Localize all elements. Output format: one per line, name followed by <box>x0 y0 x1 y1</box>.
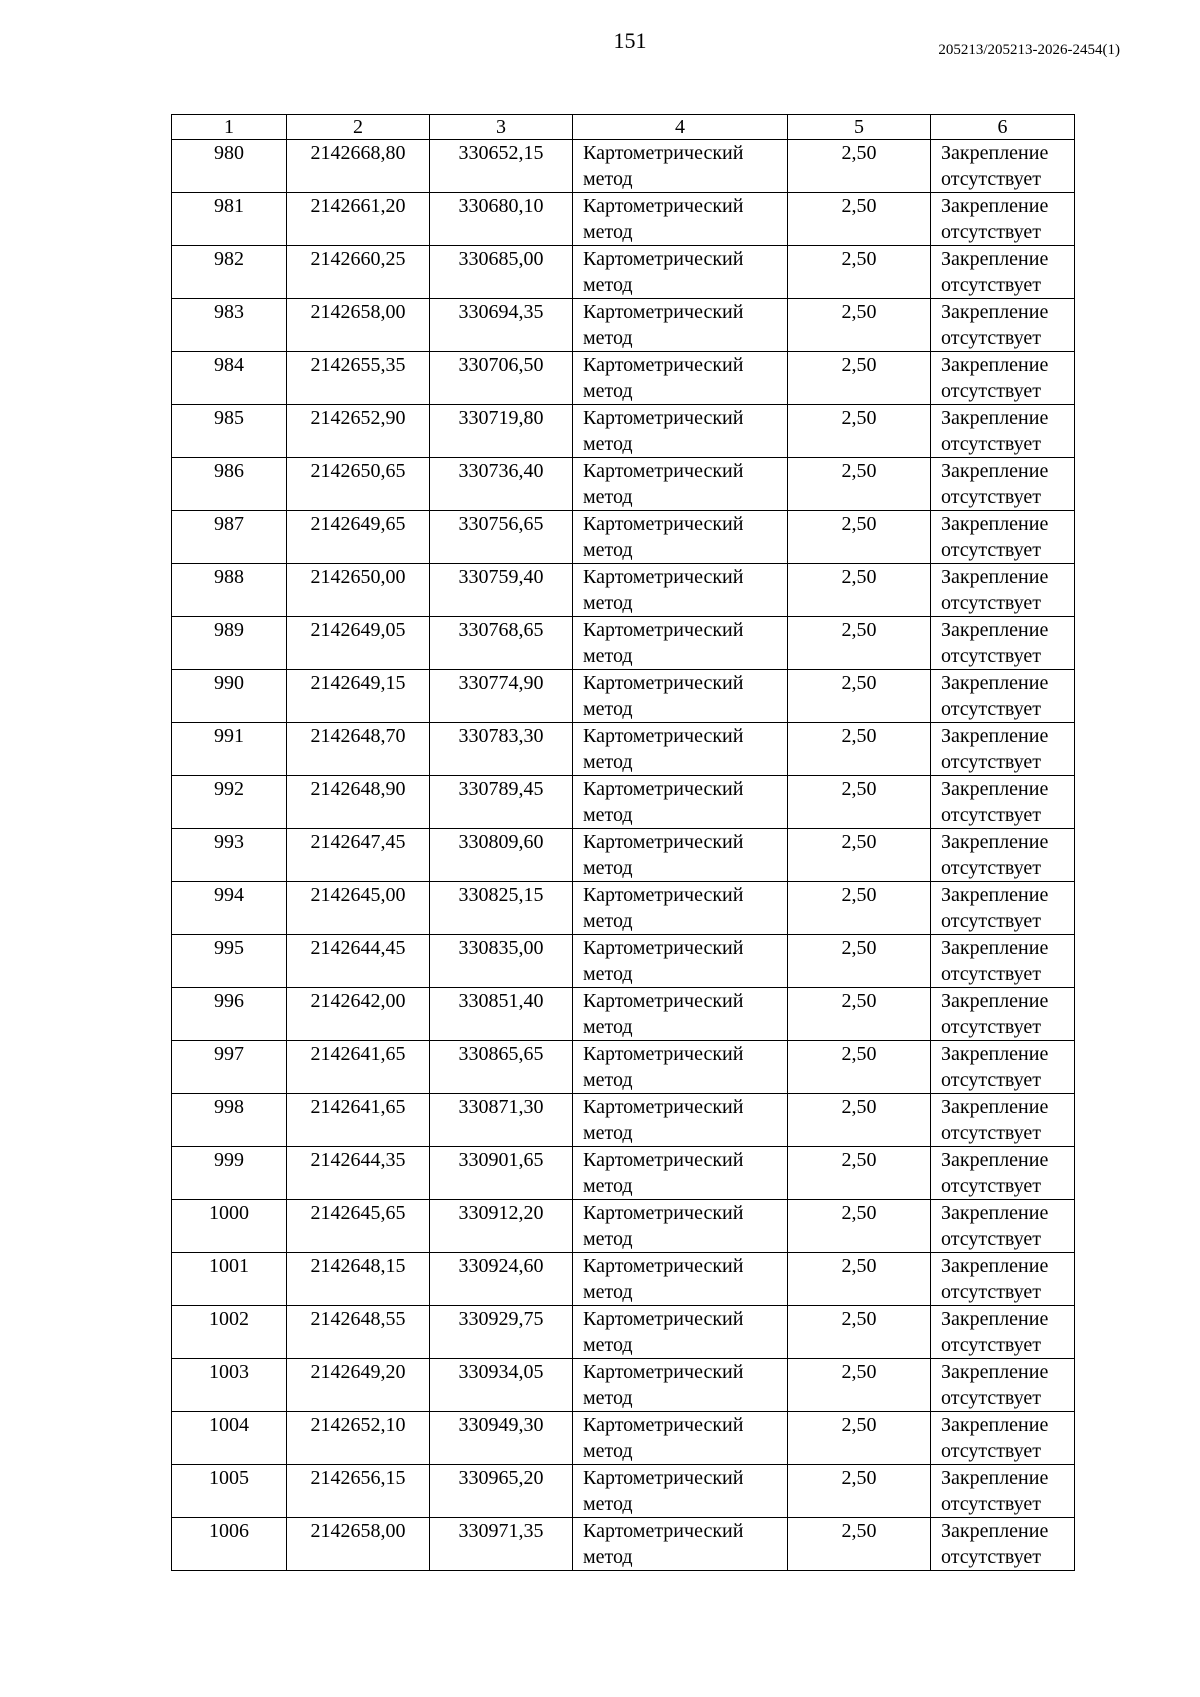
table-row <box>172 564 1075 617</box>
table-row <box>172 617 1075 670</box>
method-cell: Картометрический метод <box>573 405 788 458</box>
point-number-cell: 990 <box>172 670 287 723</box>
fixing-cell: Закрепление отсутствует <box>931 988 1075 1041</box>
y-coordinate-cell: 330809,60 <box>430 829 573 882</box>
y-coordinate-cell: 330768,65 <box>430 617 573 670</box>
accuracy-cell: 2,50 <box>788 458 931 511</box>
y-coordinate-cell: 330825,15 <box>430 882 573 935</box>
y-coordinate-cell: 330680,10 <box>430 193 573 246</box>
x-coordinate-cell: 2142642,00 <box>287 988 430 1041</box>
method-cell: Картометрический метод <box>573 564 788 617</box>
y-coordinate-cell: 330924,60 <box>430 1253 573 1306</box>
y-coordinate-cell: 330929,75 <box>430 1306 573 1359</box>
page-number: 151 <box>613 28 647 53</box>
table-row <box>172 1518 1075 1571</box>
accuracy-cell: 2,50 <box>788 193 931 246</box>
y-coordinate-cell: 330965,20 <box>430 1465 573 1518</box>
coordinates-table <box>171 114 1075 1571</box>
accuracy-cell: 2,50 <box>788 882 931 935</box>
y-coordinate-cell: 330949,30 <box>430 1412 573 1465</box>
x-coordinate-cell: 2142649,65 <box>287 511 430 564</box>
accuracy-cell: 2,50 <box>788 1359 931 1412</box>
fixing-cell: Закрепление отсутствует <box>931 1412 1075 1465</box>
table-row <box>172 1412 1075 1465</box>
accuracy-cell: 2,50 <box>788 1147 931 1200</box>
point-number-cell: 994 <box>172 882 287 935</box>
method-cell: Картометрический метод <box>573 1041 788 1094</box>
table-header-row <box>172 115 1075 140</box>
accuracy-cell: 2,50 <box>788 564 931 617</box>
fixing-cell: Закрепление отсутствует <box>931 670 1075 723</box>
accuracy-cell: 2,50 <box>788 776 931 829</box>
table-row <box>172 670 1075 723</box>
accuracy-cell: 2,50 <box>788 511 931 564</box>
accuracy-cell: 2,50 <box>788 1518 931 1571</box>
table-row <box>172 776 1075 829</box>
method-cell: Картометрический метод <box>573 511 788 564</box>
point-number-cell: 998 <box>172 1094 287 1147</box>
point-number-cell: 997 <box>172 1041 287 1094</box>
point-number-cell: 1002 <box>172 1306 287 1359</box>
point-number-cell: 1004 <box>172 1412 287 1465</box>
y-coordinate-cell: 330652,15 <box>430 140 573 193</box>
x-coordinate-cell: 2142648,15 <box>287 1253 430 1306</box>
point-number-cell: 1006 <box>172 1518 287 1571</box>
y-coordinate-cell: 330901,65 <box>430 1147 573 1200</box>
point-number-cell: 983 <box>172 299 287 352</box>
method-cell: Картометрический метод <box>573 299 788 352</box>
method-cell: Картометрический метод <box>573 1518 788 1571</box>
fixing-cell: Закрепление отсутствует <box>931 1041 1075 1094</box>
method-cell: Картометрический метод <box>573 988 788 1041</box>
column-header: 4 <box>573 115 788 140</box>
x-coordinate-cell: 2142668,80 <box>287 140 430 193</box>
y-coordinate-cell: 330865,65 <box>430 1041 573 1094</box>
point-number-cell: 989 <box>172 617 287 670</box>
fixing-cell: Закрепление отсутствует <box>931 458 1075 511</box>
table-row <box>172 299 1075 352</box>
x-coordinate-cell: 2142661,20 <box>287 193 430 246</box>
y-coordinate-cell: 330719,80 <box>430 405 573 458</box>
fixing-cell: Закрепление отсутствует <box>931 193 1075 246</box>
x-coordinate-cell: 2142644,35 <box>287 1147 430 1200</box>
table-row <box>172 882 1075 935</box>
x-coordinate-cell: 2142656,15 <box>287 1465 430 1518</box>
accuracy-cell: 2,50 <box>788 1041 931 1094</box>
accuracy-cell: 2,50 <box>788 299 931 352</box>
y-coordinate-cell: 330774,90 <box>430 670 573 723</box>
point-number-cell: 996 <box>172 988 287 1041</box>
fixing-cell: Закрепление отсутствует <box>931 1465 1075 1518</box>
x-coordinate-cell: 2142652,10 <box>287 1412 430 1465</box>
fixing-cell: Закрепление отсутствует <box>931 617 1075 670</box>
accuracy-cell: 2,50 <box>788 1465 931 1518</box>
point-number-cell: 987 <box>172 511 287 564</box>
table-row <box>172 405 1075 458</box>
accuracy-cell: 2,50 <box>788 723 931 776</box>
x-coordinate-cell: 2142644,45 <box>287 935 430 988</box>
method-cell: Картометрический метод <box>573 1094 788 1147</box>
fixing-cell: Закрепление отсутствует <box>931 405 1075 458</box>
table-row <box>172 511 1075 564</box>
column-header: 3 <box>430 115 573 140</box>
method-cell: Картометрический метод <box>573 193 788 246</box>
fixing-cell: Закрепление отсутствует <box>931 1359 1075 1412</box>
x-coordinate-cell: 2142641,65 <box>287 1094 430 1147</box>
method-cell: Картометрический метод <box>573 1359 788 1412</box>
accuracy-cell: 2,50 <box>788 670 931 723</box>
y-coordinate-cell: 330934,05 <box>430 1359 573 1412</box>
x-coordinate-cell: 2142655,35 <box>287 352 430 405</box>
method-cell: Картометрический метод <box>573 670 788 723</box>
column-header: 5 <box>788 115 931 140</box>
y-coordinate-cell: 330759,40 <box>430 564 573 617</box>
x-coordinate-cell: 2142649,15 <box>287 670 430 723</box>
table-row <box>172 988 1075 1041</box>
fixing-cell: Закрепление отсутствует <box>931 140 1075 193</box>
method-cell: Картометрический метод <box>573 776 788 829</box>
accuracy-cell: 2,50 <box>788 1412 931 1465</box>
y-coordinate-cell: 330736,40 <box>430 458 573 511</box>
method-cell: Картометрический метод <box>573 882 788 935</box>
fixing-cell: Закрепление отсутствует <box>931 511 1075 564</box>
accuracy-cell: 2,50 <box>788 1094 931 1147</box>
table-row <box>172 1253 1075 1306</box>
method-cell: Картометрический метод <box>573 1147 788 1200</box>
method-cell: Картометрический метод <box>573 935 788 988</box>
table-row <box>172 246 1075 299</box>
x-coordinate-cell: 2142647,45 <box>287 829 430 882</box>
y-coordinate-cell: 330851,40 <box>430 988 573 1041</box>
table-row <box>172 1306 1075 1359</box>
fixing-cell: Закрепление отсутствует <box>931 1147 1075 1200</box>
fixing-cell: Закрепление отсутствует <box>931 829 1075 882</box>
method-cell: Картометрический метод <box>573 1200 788 1253</box>
y-coordinate-cell: 330971,35 <box>430 1518 573 1571</box>
table-row <box>172 1359 1075 1412</box>
point-number-cell: 988 <box>172 564 287 617</box>
method-cell: Картометрический метод <box>573 246 788 299</box>
table-row <box>172 1200 1075 1253</box>
accuracy-cell: 2,50 <box>788 1200 931 1253</box>
point-number-cell: 993 <box>172 829 287 882</box>
fixing-cell: Закрепление отсутствует <box>931 723 1075 776</box>
y-coordinate-cell: 330789,45 <box>430 776 573 829</box>
table-row <box>172 1041 1075 1094</box>
fixing-cell: Закрепление отсутствует <box>931 564 1075 617</box>
method-cell: Картометрический метод <box>573 352 788 405</box>
method-cell: Картометрический метод <box>573 140 788 193</box>
point-number-cell: 1003 <box>172 1359 287 1412</box>
point-number-cell: 982 <box>172 246 287 299</box>
point-number-cell: 991 <box>172 723 287 776</box>
y-coordinate-cell: 330783,30 <box>430 723 573 776</box>
table-row <box>172 1147 1075 1200</box>
x-coordinate-cell: 2142650,00 <box>287 564 430 617</box>
fixing-cell: Закрепление отсутствует <box>931 882 1075 935</box>
column-header: 2 <box>287 115 430 140</box>
accuracy-cell: 2,50 <box>788 988 931 1041</box>
y-coordinate-cell: 330912,20 <box>430 1200 573 1253</box>
fixing-cell: Закрепление отсутствует <box>931 299 1075 352</box>
table-row <box>172 829 1075 882</box>
point-number-cell: 985 <box>172 405 287 458</box>
fixing-cell: Закрепление отсутствует <box>931 246 1075 299</box>
method-cell: Картометрический метод <box>573 723 788 776</box>
table-row <box>172 1465 1075 1518</box>
method-cell: Картометрический метод <box>573 1306 788 1359</box>
x-coordinate-cell: 2142645,65 <box>287 1200 430 1253</box>
y-coordinate-cell: 330835,00 <box>430 935 573 988</box>
point-number-cell: 1000 <box>172 1200 287 1253</box>
point-number-cell: 1005 <box>172 1465 287 1518</box>
document-id: 205213/205213-2026-2454(1) <box>938 42 1120 58</box>
method-cell: Картометрический метод <box>573 1465 788 1518</box>
point-number-cell: 984 <box>172 352 287 405</box>
y-coordinate-cell: 330685,00 <box>430 246 573 299</box>
fixing-cell: Закрепление отсутствует <box>931 1518 1075 1571</box>
point-number-cell: 999 <box>172 1147 287 1200</box>
fixing-cell: Закрепление отсутствует <box>931 352 1075 405</box>
x-coordinate-cell: 2142660,25 <box>287 246 430 299</box>
column-header: 1 <box>172 115 287 140</box>
accuracy-cell: 2,50 <box>788 617 931 670</box>
table-row <box>172 140 1075 193</box>
method-cell: Картометрический метод <box>573 1412 788 1465</box>
y-coordinate-cell: 330694,35 <box>430 299 573 352</box>
x-coordinate-cell: 2142648,70 <box>287 723 430 776</box>
x-coordinate-cell: 2142650,65 <box>287 458 430 511</box>
accuracy-cell: 2,50 <box>788 246 931 299</box>
fixing-cell: Закрепление отсутствует <box>931 1200 1075 1253</box>
y-coordinate-cell: 330871,30 <box>430 1094 573 1147</box>
table-row <box>172 935 1075 988</box>
x-coordinate-cell: 2142641,65 <box>287 1041 430 1094</box>
x-coordinate-cell: 2142648,55 <box>287 1306 430 1359</box>
point-number-cell: 981 <box>172 193 287 246</box>
accuracy-cell: 2,50 <box>788 1253 931 1306</box>
column-header: 6 <box>931 115 1075 140</box>
x-coordinate-cell: 2142649,20 <box>287 1359 430 1412</box>
method-cell: Картометрический метод <box>573 829 788 882</box>
y-coordinate-cell: 330756,65 <box>430 511 573 564</box>
method-cell: Картометрический метод <box>573 1253 788 1306</box>
accuracy-cell: 2,50 <box>788 352 931 405</box>
accuracy-cell: 2,50 <box>788 935 931 988</box>
table-row <box>172 458 1075 511</box>
accuracy-cell: 2,50 <box>788 140 931 193</box>
table-row <box>172 193 1075 246</box>
table-row <box>172 1094 1075 1147</box>
point-number-cell: 995 <box>172 935 287 988</box>
fixing-cell: Закрепление отсутствует <box>931 935 1075 988</box>
method-cell: Картометрический метод <box>573 458 788 511</box>
point-number-cell: 980 <box>172 140 287 193</box>
point-number-cell: 1001 <box>172 1253 287 1306</box>
point-number-cell: 992 <box>172 776 287 829</box>
fixing-cell: Закрепление отсутствует <box>931 776 1075 829</box>
fixing-cell: Закрепление отсутствует <box>931 1253 1075 1306</box>
x-coordinate-cell: 2142658,00 <box>287 1518 430 1571</box>
accuracy-cell: 2,50 <box>788 1306 931 1359</box>
y-coordinate-cell: 330706,50 <box>430 352 573 405</box>
table-row <box>172 352 1075 405</box>
accuracy-cell: 2,50 <box>788 829 931 882</box>
fixing-cell: Закрепление отсутствует <box>931 1306 1075 1359</box>
x-coordinate-cell: 2142658,00 <box>287 299 430 352</box>
x-coordinate-cell: 2142649,05 <box>287 617 430 670</box>
x-coordinate-cell: 2142652,90 <box>287 405 430 458</box>
table-row <box>172 723 1075 776</box>
fixing-cell: Закрепление отсутствует <box>931 1094 1075 1147</box>
accuracy-cell: 2,50 <box>788 405 931 458</box>
x-coordinate-cell: 2142648,90 <box>287 776 430 829</box>
method-cell: Картометрический метод <box>573 617 788 670</box>
point-number-cell: 986 <box>172 458 287 511</box>
x-coordinate-cell: 2142645,00 <box>287 882 430 935</box>
